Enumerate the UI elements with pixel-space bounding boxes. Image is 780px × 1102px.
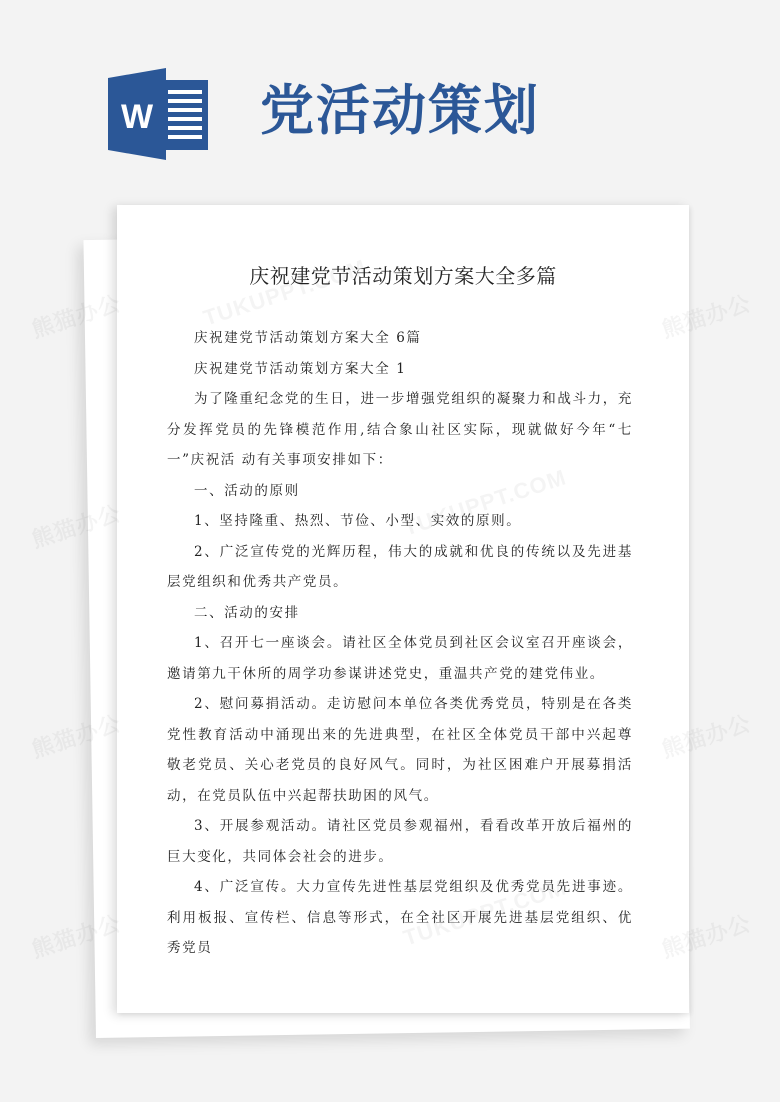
document-page (117, 205, 689, 1013)
paragraph: 2、慰问募捐活动。走访慰问本单位各类优秀党员，特别是在各类党性教育活动中涌现出来的先进典型，在社区全体党员干部中兴起尊敬老党员、关心老党员的良好风气。同时，为社区困难户开展募捐活动，在党员队伍中兴起帮扶助困的风气。 (167, 696, 633, 804)
paragraph: 1、召开七一座谈会。请社区全体党员到社区会议室召开座谈会，邀请第九干休所的周学功参谋讲述党史，重温共产党的建党伟业。 (167, 635, 633, 682)
paragraph: 庆祝建党节活动策划方案大全 6篇 (194, 330, 422, 346)
document-body (167, 323, 633, 964)
paragraph: 2、广泛宣传党的光辉历程，伟大的成就和优良的传统以及先进基层党组织和优秀共产党员。 (167, 543, 633, 590)
paragraph: 为了隆重纪念党的生日，进一步增强党组织的凝聚力和战斗力，充分发挥党员的先锋模范作用,结合象山社区实际，现就做好今年“七一”庆祝活 动有关事项安排如下： (167, 391, 633, 468)
word-icon (108, 68, 210, 160)
svg-text:W: W (120, 98, 154, 136)
paragraph: 1、坚持隆重、热烈、节俭、小型、实效的原则。 (194, 513, 522, 529)
app-title: 党活动策划 (260, 78, 540, 142)
header-banner (0, 0, 780, 190)
document-title: 庆祝建党节活动策划方案大全多篇 (249, 264, 557, 288)
section-heading: 一、活动的原则 (194, 482, 300, 499)
paragraph: 3、开展参观活动。请社区党员参观福州，看看改革开放后福州的巨大变化，共同体会社会的进步。 (167, 818, 633, 865)
section-heading: 二、活动的安排 (194, 604, 300, 621)
paragraph: 庆祝建党节活动策划方案大全 1 (194, 360, 407, 377)
paragraph: 4、广泛宣传。大力宣传先进性基层党组织及优秀党员先进事迹。利用板报、宣传栏、信息等形式，在全社区开展先进基层党组织、优秀党员 (167, 879, 633, 956)
